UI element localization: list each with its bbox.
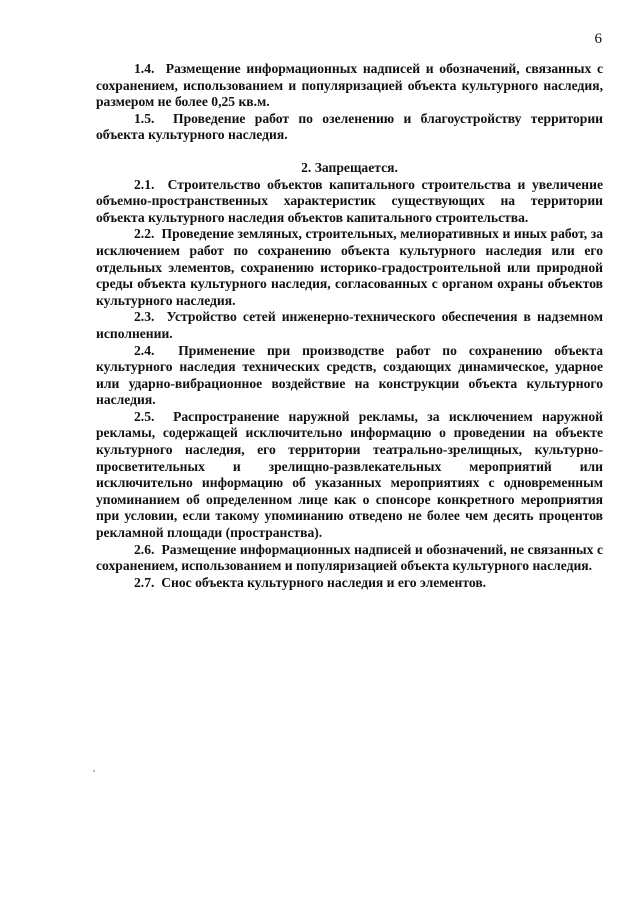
paragraph-2-7: 2.7. Снос объекта культурного наследия и его элементов. xyxy=(134,574,487,590)
paragraph-2-6: 2.6. Размещение информационных надписей и обозначений, не связанных с сохранением, использованием и популяризацией объекта культурного наследия. xyxy=(96,541,603,574)
paragraph-1-5: 1.5. Проведение работ по озеленению и благоустройству территории объекта культурного наследия. xyxy=(96,110,603,143)
scan-speck xyxy=(93,770,95,772)
paragraph-1-4: 1.4. Размещение информационных надписей и обозначений, связанных с сохранением, использованием и популяризацией объекта культурного наследия, размером не более 0,25 кв.м. xyxy=(96,61,603,110)
page-number: 6 xyxy=(594,31,602,47)
paragraph-2-5: 2.5. Распространение наружной рекламы, за исключением наружной рекламы, содержащей исключительно информацию о проведении на объекте культурного наследия, его территории театрально-зрелищных, культурно-просветительных и зрелищно-развлекательных мероприятий или исключительно информацию об указанных мероприятиях с одновременным упоминанием об определенном лице как о спонсоре конкретного мероприятия при условии, если такому упоминанию отведено не более чем десять процентов рекламной площади (пространства). xyxy=(96,408,603,541)
document-body xyxy=(96,61,603,591)
paragraph-2-1: 2.1. Строительство объектов капитального строительства и увеличение объемно-пространственных характеристик существующих на территории объекта культурного наследия объектов капитального строительства. xyxy=(96,176,603,225)
paragraph-2-2: 2.2. Проведение земляных, строительных, мелиоративных и иных работ, за исключением работ по сохранению объекта культурного наследия или его отдельных элементов, сохранению историко-градостроительной или природной среды объекта культурного наследия, согласованных с органом охраны объектов культурного наследия. xyxy=(96,226,603,308)
paragraph-2-4: 2.4. Применение при производстве работ по сохранению объекта культурного наследия технических средств, создающих динамическое, ударное или ударно-вибрационное воздействие на конструкции объекта культурного наследия. xyxy=(96,342,603,408)
section-heading-prohibited: 2. Запрещается. xyxy=(301,159,398,175)
paragraph-2-3: 2.3. Устройство сетей инженерно-технического обеспечения в надземном исполнении. xyxy=(96,309,603,341)
